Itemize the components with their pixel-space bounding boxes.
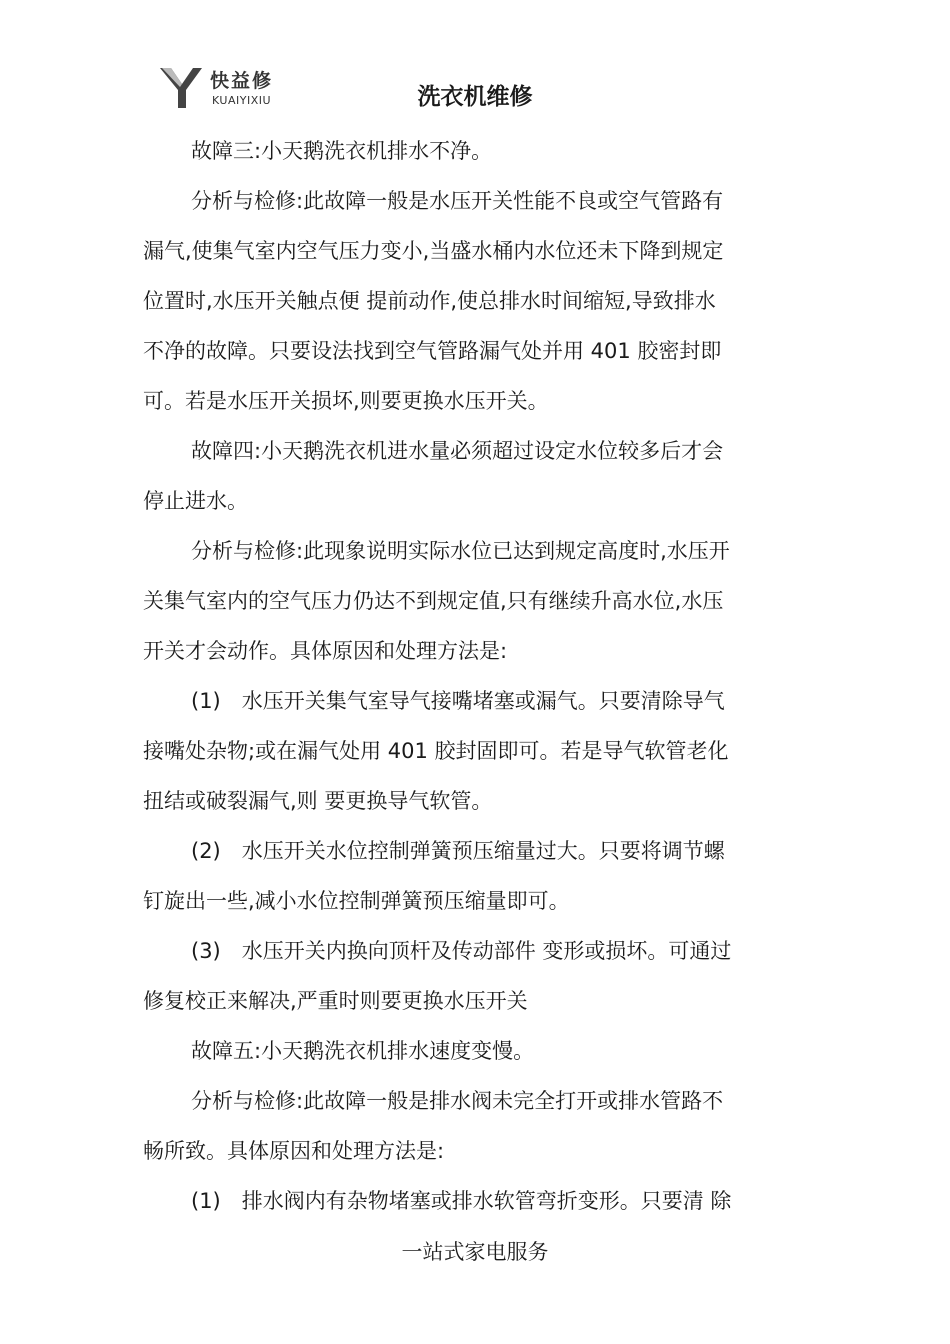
- text-line: 不净的故障。只要设法找到空气管路漏气处并用 401 胶密封即: [143, 339, 722, 363]
- text-line: 钉旋出一些,减小水位控制弹簧预压缩量即可。: [143, 889, 570, 913]
- text-line: 畅所致。具体原因和处理方法是:: [143, 1139, 445, 1163]
- text-line: 分析与检修:此故障一般是排水阀未完全打开或排水管路不: [191, 1089, 724, 1113]
- text-line: 停止进水。: [143, 489, 248, 513]
- text-line: 修复校正来解决,严重时则要更换水压开关: [143, 989, 528, 1013]
- logo-english-text: KUAIYIXIU: [212, 94, 272, 107]
- text-line: 故障四:小天鹅洗衣机进水量必须超过设定水位较多后才会: [191, 439, 724, 463]
- text-line: (1) 水压开关集气室导气接嘴堵塞或漏气。只要清除导气: [191, 689, 725, 713]
- text-line: 接嘴处杂物;或在漏气处用 401 胶封固即可。若是导气软管老化: [143, 739, 729, 763]
- page-title: 洗衣机维修: [417, 84, 533, 110]
- logo-chinese-text: 快益修: [210, 70, 274, 92]
- text-line: 关集气室内的空气压力仍达不到规定值,只有继续升高水位,水压: [143, 589, 724, 613]
- footer-text: 一站式家电服务: [401, 1240, 549, 1264]
- text-line: (2) 水压开关水位控制弹簧预压缩量过大。只要将调节螺: [191, 839, 725, 863]
- text-line: 位置时,水压开关触点便 提前动作,使总排水时间缩短,导致排水: [143, 289, 716, 313]
- text-line: (1) 排水阀内有杂物堵塞或排水软管弯折变形。只要清 除: [191, 1189, 732, 1213]
- text-line: 分析与检修:此故障一般是水压开关性能不良或空气管路有: [191, 189, 724, 213]
- text-line: 可。若是水压开关损坏,则要更换水压开关。: [143, 389, 549, 413]
- text-line: 故障三:小天鹅洗衣机排水不净。: [191, 139, 493, 163]
- text-line: 扭结或破裂漏气,则 要更换导气软管。: [143, 789, 493, 813]
- text-line: 漏气,使集气室内空气压力变小,当盛水桶内水位还未下降到规定: [143, 239, 724, 263]
- text-line: (3) 水压开关内换向顶杆及传动部件 变形或损坏。可通过: [191, 939, 732, 963]
- text-line: 开关才会动作。具体原因和处理方法是:: [143, 639, 508, 663]
- text-line: 分析与检修:此现象说明实际水位已达到规定高度时,水压开: [191, 539, 730, 563]
- text-line: 故障五:小天鹅洗衣机排水速度变慢。: [191, 1039, 535, 1063]
- document-body: [143, 126, 808, 1226]
